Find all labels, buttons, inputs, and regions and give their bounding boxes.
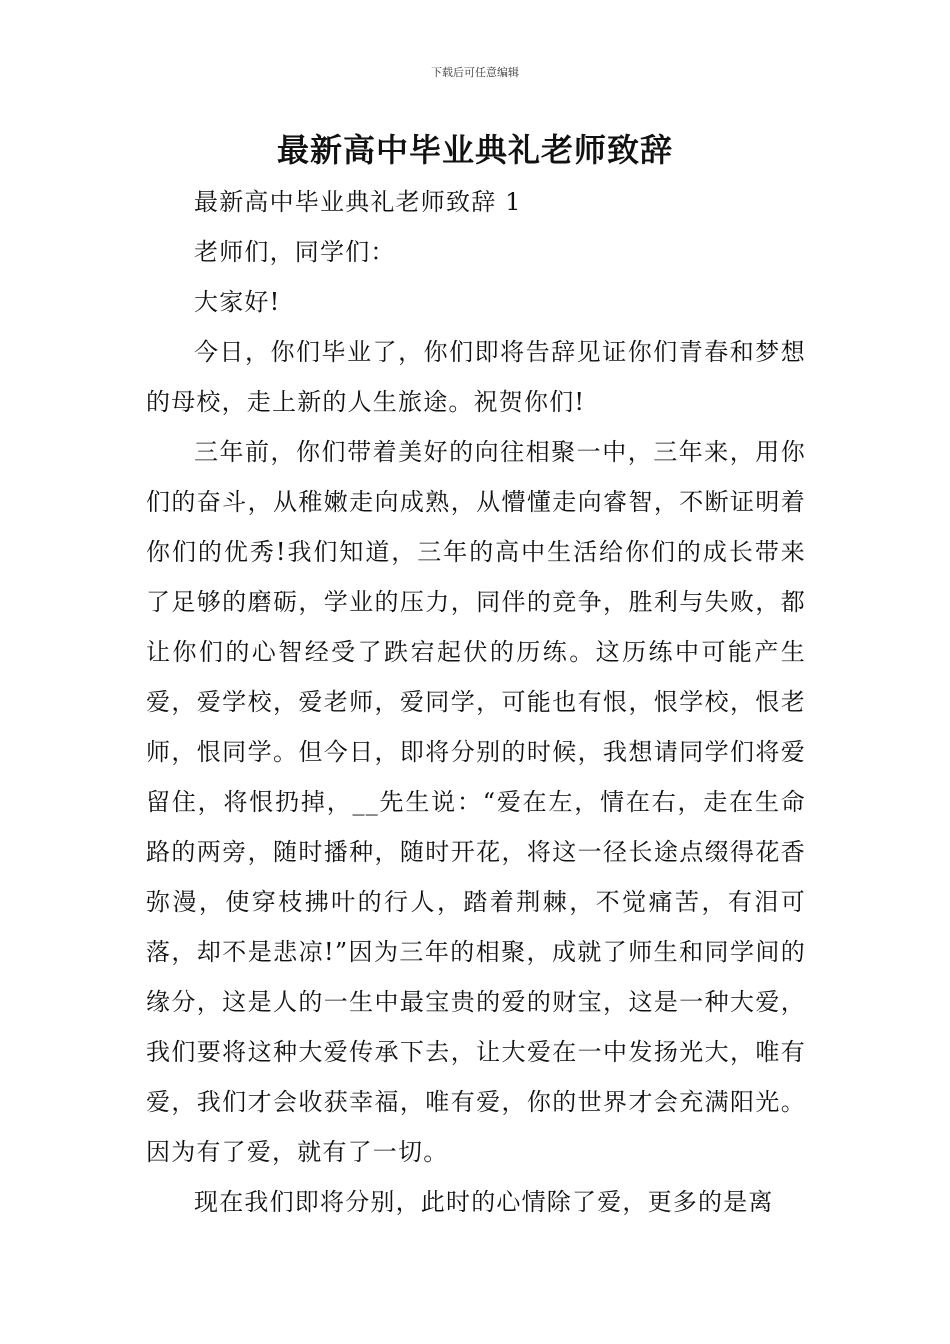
- paragraph: 今日，你们毕业了，你们即将告辞见证你们青春和梦想的母校，走上新的人生旅途。祝贺你们!: [146, 338, 806, 416]
- paragraph: 大家好!: [194, 288, 281, 316]
- paragraph: 现在我们即将分别，此时的心情除了爱，更多的是离: [194, 1188, 774, 1216]
- header-note: 下载后可任意编辑: [431, 66, 519, 79]
- paragraph: 最新高中毕业典礼老师致辞 1: [194, 188, 522, 216]
- document-title: 最新高中毕业典礼老师致辞: [276, 131, 673, 169]
- document-body: [146, 177, 806, 1227]
- paragraph: 老师们，同学们：: [194, 238, 396, 266]
- paragraph: 三年前，你们带着美好的向往相聚一中，三年来，用你们的奋斗，从稚嫩走向成熟，从懵懂走向睿智，不断证明着你们的优秀!我们知道，三年的高中生活给你们的成长带来了足够的磨砺，学业的压力，同伴的竞争，胜利与失败，都让你们的心智经受了跌宕起伏的历练。这历练中可能产生爱，爱学校，爱老师，爱同学，可能也有恨，恨学校，恨老师，恨同学。但今日，即将分别的时候，我想请同学们将爱留住，将恨扔掉，__先生说：“爱在左，情在右，走在生命路的两旁，随时播种，随时开花，将这一径长途点缀得花香弥漫，使穿枝拂叶的行人，踏着荆棘，不觉痛苦，有泪可落，却不是悲凉!”因为三年的相聚，成就了师生和同学间的缘分，这是人的一生中最宝贵的爱的财宝，这是一种大爱，我们要将这种大爱传承下去，让大爱在一中发扬光大，唯有爱，我们才会收获幸福，唯有爱，你的世界才会充满阳光。因为有了爱，就有了一切。: [146, 438, 806, 1166]
